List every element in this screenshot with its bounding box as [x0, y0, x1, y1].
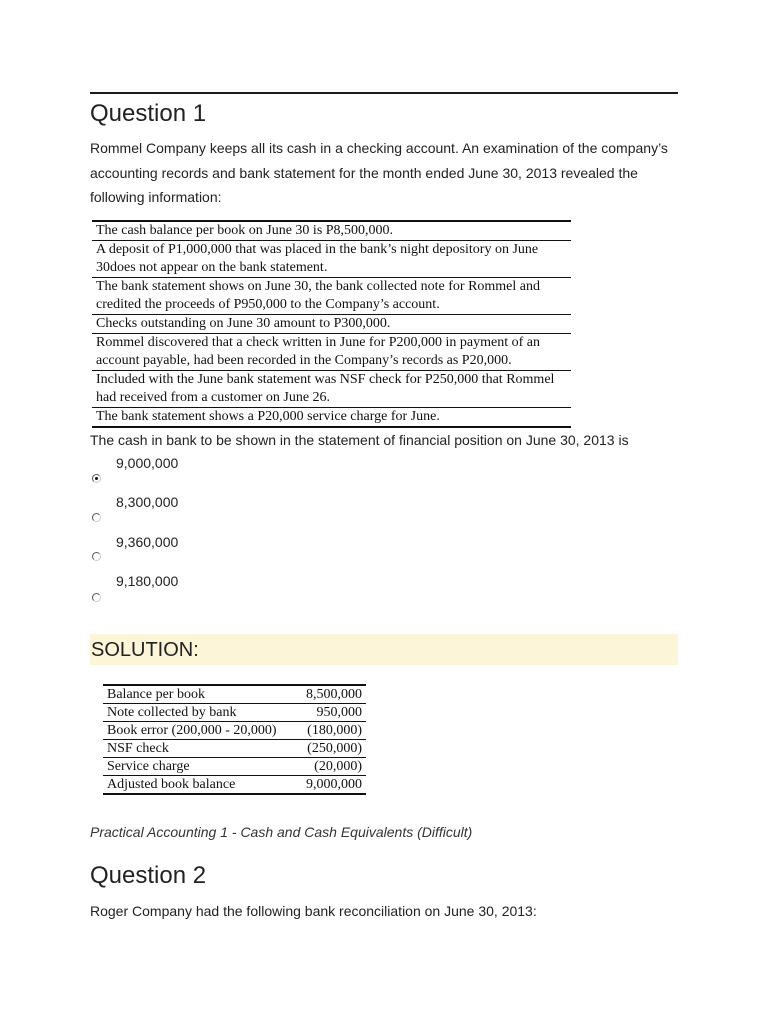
row-label: Adjusted book balance [103, 776, 291, 795]
table-row [92, 278, 571, 315]
option-label: 8,300,000 [116, 494, 179, 510]
table-row [103, 722, 366, 740]
row-label: Note collected by bank [103, 704, 291, 722]
table-row [92, 315, 571, 334]
table-row [103, 758, 366, 776]
table-row [92, 241, 571, 278]
radio-button-selected[interactable] [92, 474, 101, 483]
option-label: 9,180,000 [116, 573, 179, 589]
fact-cell: The bank statement shows on June 30, the bank collected note for Rommel and credited the proceeds of P950,000 to the Company’s account. [92, 278, 571, 315]
question-2-intro: Roger Company had the following bank reconciliation on June 30, 2013: [90, 903, 537, 919]
table-row [92, 408, 571, 428]
fact-cell: The cash balance per book on June 30 is P8,500,000. [92, 221, 571, 241]
radio-button[interactable] [92, 593, 101, 602]
top-divider [90, 92, 678, 94]
fact-cell: Checks outstanding on June 30 amount to P300,000. [92, 315, 571, 334]
solution-title: SOLUTION: [91, 639, 199, 661]
table-row [92, 221, 571, 241]
facts-table [92, 220, 571, 428]
row-amount: (250,000) [291, 740, 366, 758]
fact-cell: Included with the June bank statement was NSF check for P250,000 that Rommel had received from a customer on June 26. [92, 371, 571, 408]
row-amount: (180,000) [291, 722, 366, 740]
row-amount: (20,000) [291, 758, 366, 776]
row-amount: 8,500,000 [291, 685, 366, 704]
table-row [92, 334, 571, 371]
radio-button[interactable] [92, 513, 101, 522]
question-1-prompt: The cash in bank to be shown in the statement of financial position on June 30, 2013 is [90, 432, 629, 448]
fact-cell: The bank statement shows a P20,000 service charge for June. [92, 408, 571, 428]
question-2-title: Question 2 [90, 862, 207, 889]
table-row [103, 740, 366, 758]
radio-button[interactable] [92, 552, 101, 561]
reconciliation-table [103, 684, 366, 795]
option-label: 9,360,000 [116, 534, 179, 550]
row-label: Balance per book [103, 685, 291, 704]
row-label: NSF check [103, 740, 291, 758]
table-row [92, 371, 571, 408]
row-label: Book error (200,000 - 20,000) [103, 722, 291, 740]
fact-cell: Rommel discovered that a check written in June for P200,000 in payment of an account payable, had been recorded in the Company’s records as P20,000. [92, 334, 571, 371]
row-amount: 950,000 [291, 704, 366, 722]
table-row [103, 776, 366, 795]
row-amount: 9,000,000 [291, 776, 366, 795]
table-row [103, 704, 366, 722]
solution-band [90, 634, 678, 665]
fact-cell: A deposit of P1,000,000 that was placed in the bank’s night depository on June 30does not appear on the bank statement. [92, 241, 571, 278]
row-label: Service charge [103, 758, 291, 776]
question-1-title: Question 1 [90, 100, 207, 127]
table-row [103, 685, 366, 704]
question-1-intro: Rommel Company keeps all its cash in a checking account. An examination of the company’s accounting records and bank statement for the month ended June 30, 2013 revealed the following information: [90, 140, 668, 205]
option-label: 9,000,000 [116, 455, 179, 471]
source-note: Practical Accounting 1 - Cash and Cash Equivalents (Difficult) [90, 824, 473, 840]
